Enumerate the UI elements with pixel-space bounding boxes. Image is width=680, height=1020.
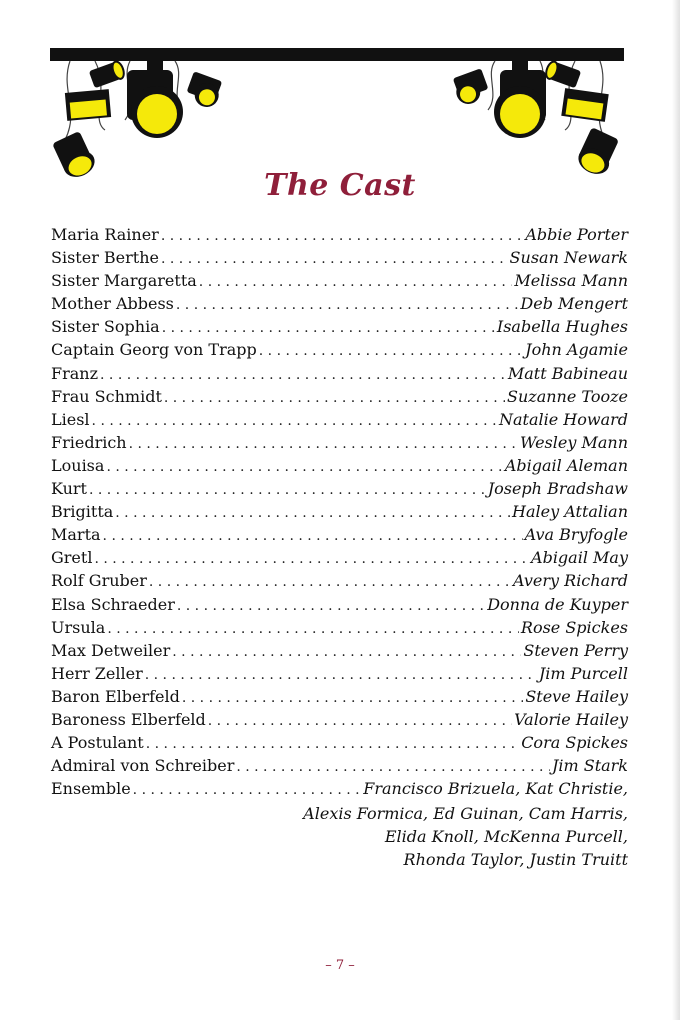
actor-name: Isabella Hughes <box>496 317 628 337</box>
dot-leader <box>208 710 512 733</box>
actor-name: Donna de Kuyper <box>487 594 628 614</box>
role-name: Max Detweiler <box>51 640 171 660</box>
dot-leader <box>259 340 523 363</box>
role-name: Franz <box>51 363 99 383</box>
page-number: – 7 – <box>325 958 355 973</box>
cast-list <box>51 223 628 800</box>
dot-leader <box>172 641 521 664</box>
dot-leader <box>107 618 519 641</box>
role-name: Marta <box>51 525 101 545</box>
actor-name: Valorie Hailey <box>514 709 628 729</box>
dot-leader <box>162 317 495 340</box>
role-name: A Postulant <box>51 733 144 753</box>
actor-name: Steve Hailey <box>525 686 628 706</box>
actor-name: Abbie Porter <box>525 225 628 244</box>
dot-leader <box>133 779 362 802</box>
actor-name: Jim Stark <box>551 756 628 776</box>
ensemble-continued <box>303 802 628 871</box>
actor-name: Wesley Mann <box>519 432 628 452</box>
cast-row <box>51 223 628 246</box>
role-name: Gretl <box>51 548 93 568</box>
cast-row <box>51 523 628 546</box>
cast-row <box>51 662 628 685</box>
cast-row <box>51 593 628 616</box>
dot-leader <box>129 433 518 456</box>
role-name: Sister Berthe <box>51 248 159 268</box>
ensemble-line: Elida Knoll, McKenna Purcell, <box>384 827 628 846</box>
dot-leader <box>115 502 510 525</box>
actor-name: Matt Babineau <box>507 363 628 383</box>
dot-leader <box>164 387 505 410</box>
role-name: Liesl <box>51 409 90 429</box>
role-name: Louisa <box>51 455 105 475</box>
actor-name: Suzanne Tooze <box>507 386 628 406</box>
cast-row <box>51 315 628 338</box>
cast-row <box>51 639 628 662</box>
role-name: Herr Zeller <box>51 663 143 683</box>
cast-row <box>51 754 628 777</box>
dot-leader <box>182 687 523 710</box>
actor-name: Joseph Bradshaw <box>487 479 628 499</box>
cast-row <box>51 616 628 639</box>
dot-leader <box>176 294 519 317</box>
stage-spotlights-right-icon <box>451 58 621 179</box>
dot-leader <box>103 525 523 548</box>
cast-row <box>51 477 628 500</box>
dot-leader <box>94 548 529 571</box>
dot-leader <box>145 664 537 687</box>
actor-name: Ava Bryfogle <box>524 525 628 545</box>
dot-leader <box>177 595 485 618</box>
role-name: Ensemble <box>51 779 131 799</box>
role-name: Maria Rainer <box>51 225 159 244</box>
role-name: Sister Margaretta <box>51 271 197 291</box>
dot-leader <box>100 364 506 387</box>
actor-name: Abigail Aleman <box>504 455 628 475</box>
dot-leader <box>161 248 508 271</box>
role-name: Captain Georg von Trapp <box>51 340 257 360</box>
actor-name: Natalie Howard <box>498 409 628 429</box>
stage-spotlights-icon <box>0 0 680 190</box>
actor-name: Avery Richard <box>512 571 628 591</box>
page-edge-shadow <box>672 0 680 1020</box>
cast-row <box>51 569 628 592</box>
dot-leader <box>106 456 502 479</box>
stage-spotlights-left-icon <box>52 58 224 182</box>
actor-name: Steven Perry <box>523 640 628 660</box>
cast-row <box>51 338 628 361</box>
actor-name: Melissa Mann <box>514 271 628 291</box>
role-name: Elsa Schraeder <box>51 594 175 614</box>
role-name: Sister Sophia <box>51 317 160 337</box>
cast-row <box>51 500 628 523</box>
cast-row <box>51 708 628 731</box>
role-name: Brigitta <box>51 502 114 522</box>
cast-row <box>51 269 628 292</box>
dot-leader <box>161 225 524 248</box>
actor-name: Jim Purcell <box>538 663 628 683</box>
role-name: Ursula <box>51 617 106 637</box>
actor-name: Deb Mengert <box>520 294 628 314</box>
cast-row <box>51 685 628 708</box>
dot-leader <box>146 733 519 756</box>
role-name: Frau Schmidt <box>51 386 162 406</box>
role-name: Admiral von Schreiber <box>51 756 235 776</box>
role-name: Baron Elberfeld <box>51 686 180 706</box>
actor-name: Cora Spickes <box>521 733 628 753</box>
actor-name: John Agamie <box>525 340 628 360</box>
cast-row <box>51 777 628 800</box>
ensemble-line: Alexis Formica, Ed Guinan, Cam Harris, <box>303 804 628 823</box>
cast-row <box>51 385 628 408</box>
cast-row <box>51 454 628 477</box>
cast-row <box>51 362 628 385</box>
cast-row <box>51 246 628 269</box>
actor-name: Rose Spickes <box>520 617 628 637</box>
role-name: Kurt <box>51 479 87 499</box>
role-name: Mother Abbess <box>51 294 174 314</box>
actor-name: Abigail May <box>531 548 628 568</box>
dot-leader <box>92 410 497 433</box>
dot-leader <box>236 756 550 779</box>
cast-row <box>51 546 628 569</box>
cast-row <box>51 731 628 754</box>
ensemble-line: Rhonda Taylor, Justin Truitt <box>403 850 628 869</box>
cast-row <box>51 431 628 454</box>
dot-leader <box>89 479 486 502</box>
role-name: Baroness Elberfeld <box>51 709 206 729</box>
dot-leader <box>149 571 511 594</box>
actor-name: Susan Newark <box>509 248 628 268</box>
actor-name: Haley Attalian <box>512 502 628 522</box>
cast-row <box>51 292 628 315</box>
dot-leader <box>199 271 513 294</box>
role-name: Rolf Gruber <box>51 571 147 591</box>
actor-name: Francisco Brizuela, Kat Christie, <box>363 779 628 799</box>
page-title: The Cast <box>264 168 416 203</box>
cast-row <box>51 408 628 431</box>
role-name: Friedrich <box>51 432 127 452</box>
